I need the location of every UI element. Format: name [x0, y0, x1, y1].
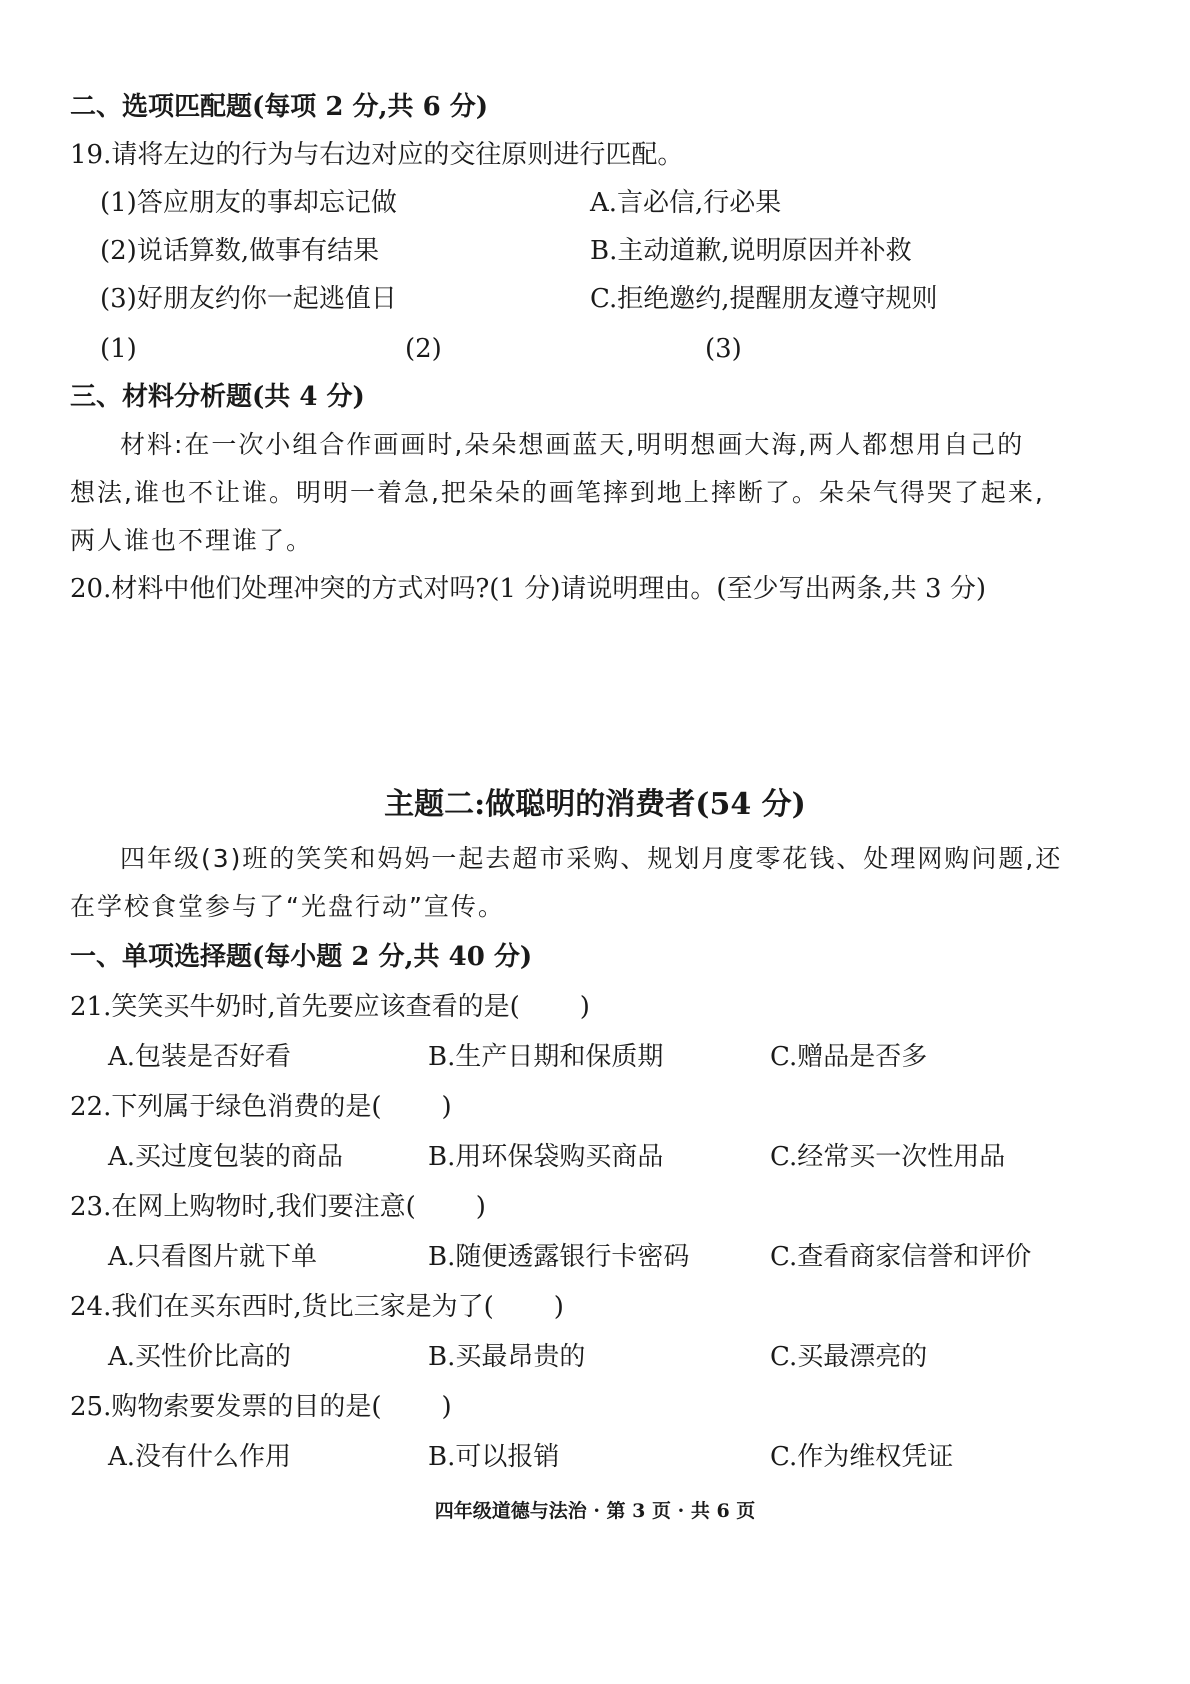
question-24-stem: 24.我们在买东西时,货比三家是为了( ) — [70, 1292, 564, 1322]
theme-title: 主题二:做聪明的消费者(54 分) — [384, 787, 806, 822]
q23-option-c: C.查看商家信誉和评价 — [770, 1242, 1032, 1272]
q22-option-c: C.经常买一次性用品 — [770, 1142, 1006, 1172]
q22-option-a: A.买过度包装的商品 — [108, 1142, 344, 1172]
q24-option-b: B.买最昂贵的 — [428, 1342, 586, 1372]
section-heading-choice: 一、单项选择题(每小题 2 分,共 40 分) — [70, 942, 533, 972]
q19-left-item-1: (1)答应朋友的事却忘记做 — [100, 188, 397, 218]
q19-left-item-2: (2)说话算数,做事有结果 — [100, 236, 380, 266]
question-20-stem: 20.材料中他们处理冲突的方式对吗?(1 分)请说明理由。(至少写出两条,共 3 分) — [70, 574, 987, 604]
q24-option-a: A.买性价比高的 — [108, 1342, 292, 1372]
question-23-stem: 23.在网上购物时,我们要注意( ) — [70, 1192, 486, 1222]
q19-answer-blank-1: (1) — [100, 334, 137, 364]
material-line-1: 材料:在一次小组合作画画时,朵朵想画蓝天,明明想画大海,两人都想用自己的 — [120, 430, 1025, 459]
question-21-stem: 21.笑笑买牛奶时,首先要应该查看的是( ) — [70, 992, 590, 1022]
page-footer: 四年级道德与法治 · 第 3 页 · 共 6 页 — [434, 1500, 756, 1522]
q19-left-item-3: (3)好朋友约你一起逃值日 — [100, 284, 397, 314]
q19-right-item-b: B.主动道歉,说明原因并补救 — [590, 236, 912, 266]
q19-answer-blank-2: (2) — [405, 334, 442, 364]
theme-intro-line-2: 在学校食堂参与了“光盘行动”宣传。 — [70, 892, 505, 921]
material-line-2: 想法,谁也不让谁。明明一着急,把朵朵的画笔摔到地上摔断了。朵朵气得哭了起来, — [70, 478, 1045, 507]
q22-option-b: B.用环保袋购买商品 — [428, 1142, 664, 1172]
q21-option-c: C.赠品是否多 — [770, 1042, 928, 1072]
section-heading-material: 三、材料分析题(共 4 分) — [70, 382, 365, 412]
q19-answer-blank-3: (3) — [705, 334, 742, 364]
question-25-stem: 25.购物索要发票的目的是( ) — [70, 1392, 452, 1422]
section-heading-matching: 二、选项匹配题(每项 2 分,共 6 分) — [70, 92, 489, 122]
q25-option-c: C.作为维权凭证 — [770, 1442, 954, 1472]
q23-option-b: B.随便透露银行卡密码 — [428, 1242, 690, 1272]
q23-option-a: A.只看图片就下单 — [108, 1242, 318, 1272]
q19-right-item-c: C.拒绝邀约,提醒朋友遵守规则 — [590, 284, 938, 314]
q25-option-a: A.没有什么作用 — [108, 1442, 292, 1472]
q21-option-b: B.生产日期和保质期 — [428, 1042, 664, 1072]
q24-option-c: C.买最漂亮的 — [770, 1342, 928, 1372]
material-line-3: 两人谁也不理谁了。 — [70, 526, 314, 555]
q21-option-a: A.包装是否好看 — [108, 1042, 292, 1072]
q25-option-b: B.可以报销 — [428, 1442, 560, 1472]
question-19-stem: 19.请将左边的行为与右边对应的交往原则进行匹配。 — [70, 140, 684, 170]
theme-intro-line-1: 四年级(3)班的笑笑和妈妈一起去超市采购、规划月度零花钱、处理网购问题,还 — [120, 844, 1063, 873]
question-22-stem: 22.下列属于绿色消费的是( ) — [70, 1092, 452, 1122]
q19-right-item-a: A.言必信,行必果 — [590, 188, 782, 218]
